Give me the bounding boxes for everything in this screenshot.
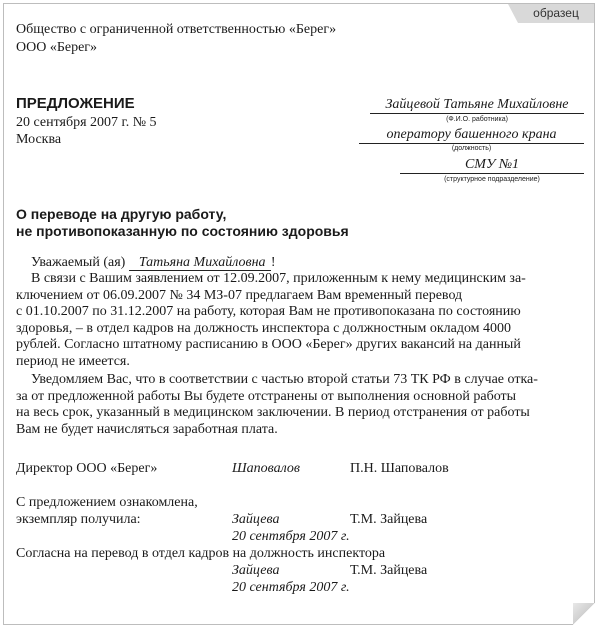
director-name: П.Н. Шаповалов: [350, 461, 449, 476]
greeting: [31, 254, 275, 271]
org-full-name: Общество с ограниченной ответственностью «Берег»: [16, 22, 337, 37]
body-line: на весь срок, указанный в медицинском заключении. В период отстранения от работы: [16, 405, 530, 421]
ack-name: Т.М. Зайцева: [350, 512, 428, 527]
body-line: с 01.10.2007 по 31.12.2007 на работу, которая Вам не противопоказана по состоянию: [16, 304, 521, 320]
doc-city: Москва: [16, 132, 62, 147]
ack-line-2: экземпляр получила:: [16, 512, 141, 527]
body-line: В связи с Вашим заявлением от 12.09.2007, приложенным к нему медицинским за-: [31, 271, 526, 286]
ack-signature: Зайцева: [232, 512, 280, 527]
page-fold-corner: [573, 603, 595, 625]
body-line: ключением от 06.09.2007 № 34 МЗ-07 предлагаем Вам временный перевод: [16, 287, 463, 303]
body-line: период не имеется.: [16, 353, 130, 369]
body-line: за от предложенной работы Вы будете отстранены от выполнения основной работы: [16, 388, 517, 404]
body-line: Уведомляем Вас, что в соответствии с частью второй статьи 73 ТК РФ в случае отка-: [31, 372, 538, 387]
body-line: здоровья, – в отдел кадров на должность инспектора с должностным окладом 4000: [16, 320, 512, 336]
consent-signature: Зайцева: [232, 563, 280, 578]
body-paragraph-2: [16, 372, 582, 438]
document-sheet: [3, 3, 595, 625]
addressee-name: Зайцевой Татьяне Михайловне: [370, 96, 584, 114]
body-paragraph-1: [16, 271, 582, 371]
director-signature: Шаповалов: [232, 461, 300, 476]
addressee-position: оператору башенного крана: [359, 126, 584, 144]
addressee-position-caption: (должность): [451, 145, 492, 152]
consent-name: Т.М. Зайцева: [350, 563, 428, 578]
sample-badge: образец: [518, 4, 594, 23]
greeting-name: Татьяна Михайловна: [129, 255, 271, 271]
ack-date: 20 сентября 2007 г.: [232, 529, 350, 544]
addressee-unit: СМУ №1: [400, 156, 584, 174]
subject-line-1: О переводе на другую работу,: [16, 206, 227, 222]
ack-line-1: С предложением ознакомлена,: [16, 495, 198, 510]
consent-date: 20 сентября 2007 г.: [232, 580, 350, 595]
body-line: рублей. Согласно штатному расписанию в ООО «Берег» других вакансий на данный: [16, 337, 521, 353]
director-role: Директор ООО «Берег»: [16, 461, 158, 476]
greeting-suffix: !: [270, 255, 276, 270]
body-line: Вам не будет начисляться заработная плата.: [16, 421, 278, 437]
doc-date-number: 20 сентября 2007 г. № 5: [16, 115, 157, 130]
org-short-name: ООО «Берег»: [16, 40, 98, 55]
greeting-prefix: Уважаемый (ая): [31, 255, 126, 270]
addressee-unit-caption: (структурное подразделение): [444, 176, 540, 183]
doc-title: ПРЕДЛОЖЕНИЕ: [16, 95, 135, 112]
addressee-name-caption: (Ф.И.О. работника): [446, 116, 508, 123]
subject-line-2: не противопоказанную по состоянию здоровья: [16, 223, 349, 239]
consent-text: Согласна на перевод в отдел кадров на должность инспектора: [16, 546, 386, 561]
